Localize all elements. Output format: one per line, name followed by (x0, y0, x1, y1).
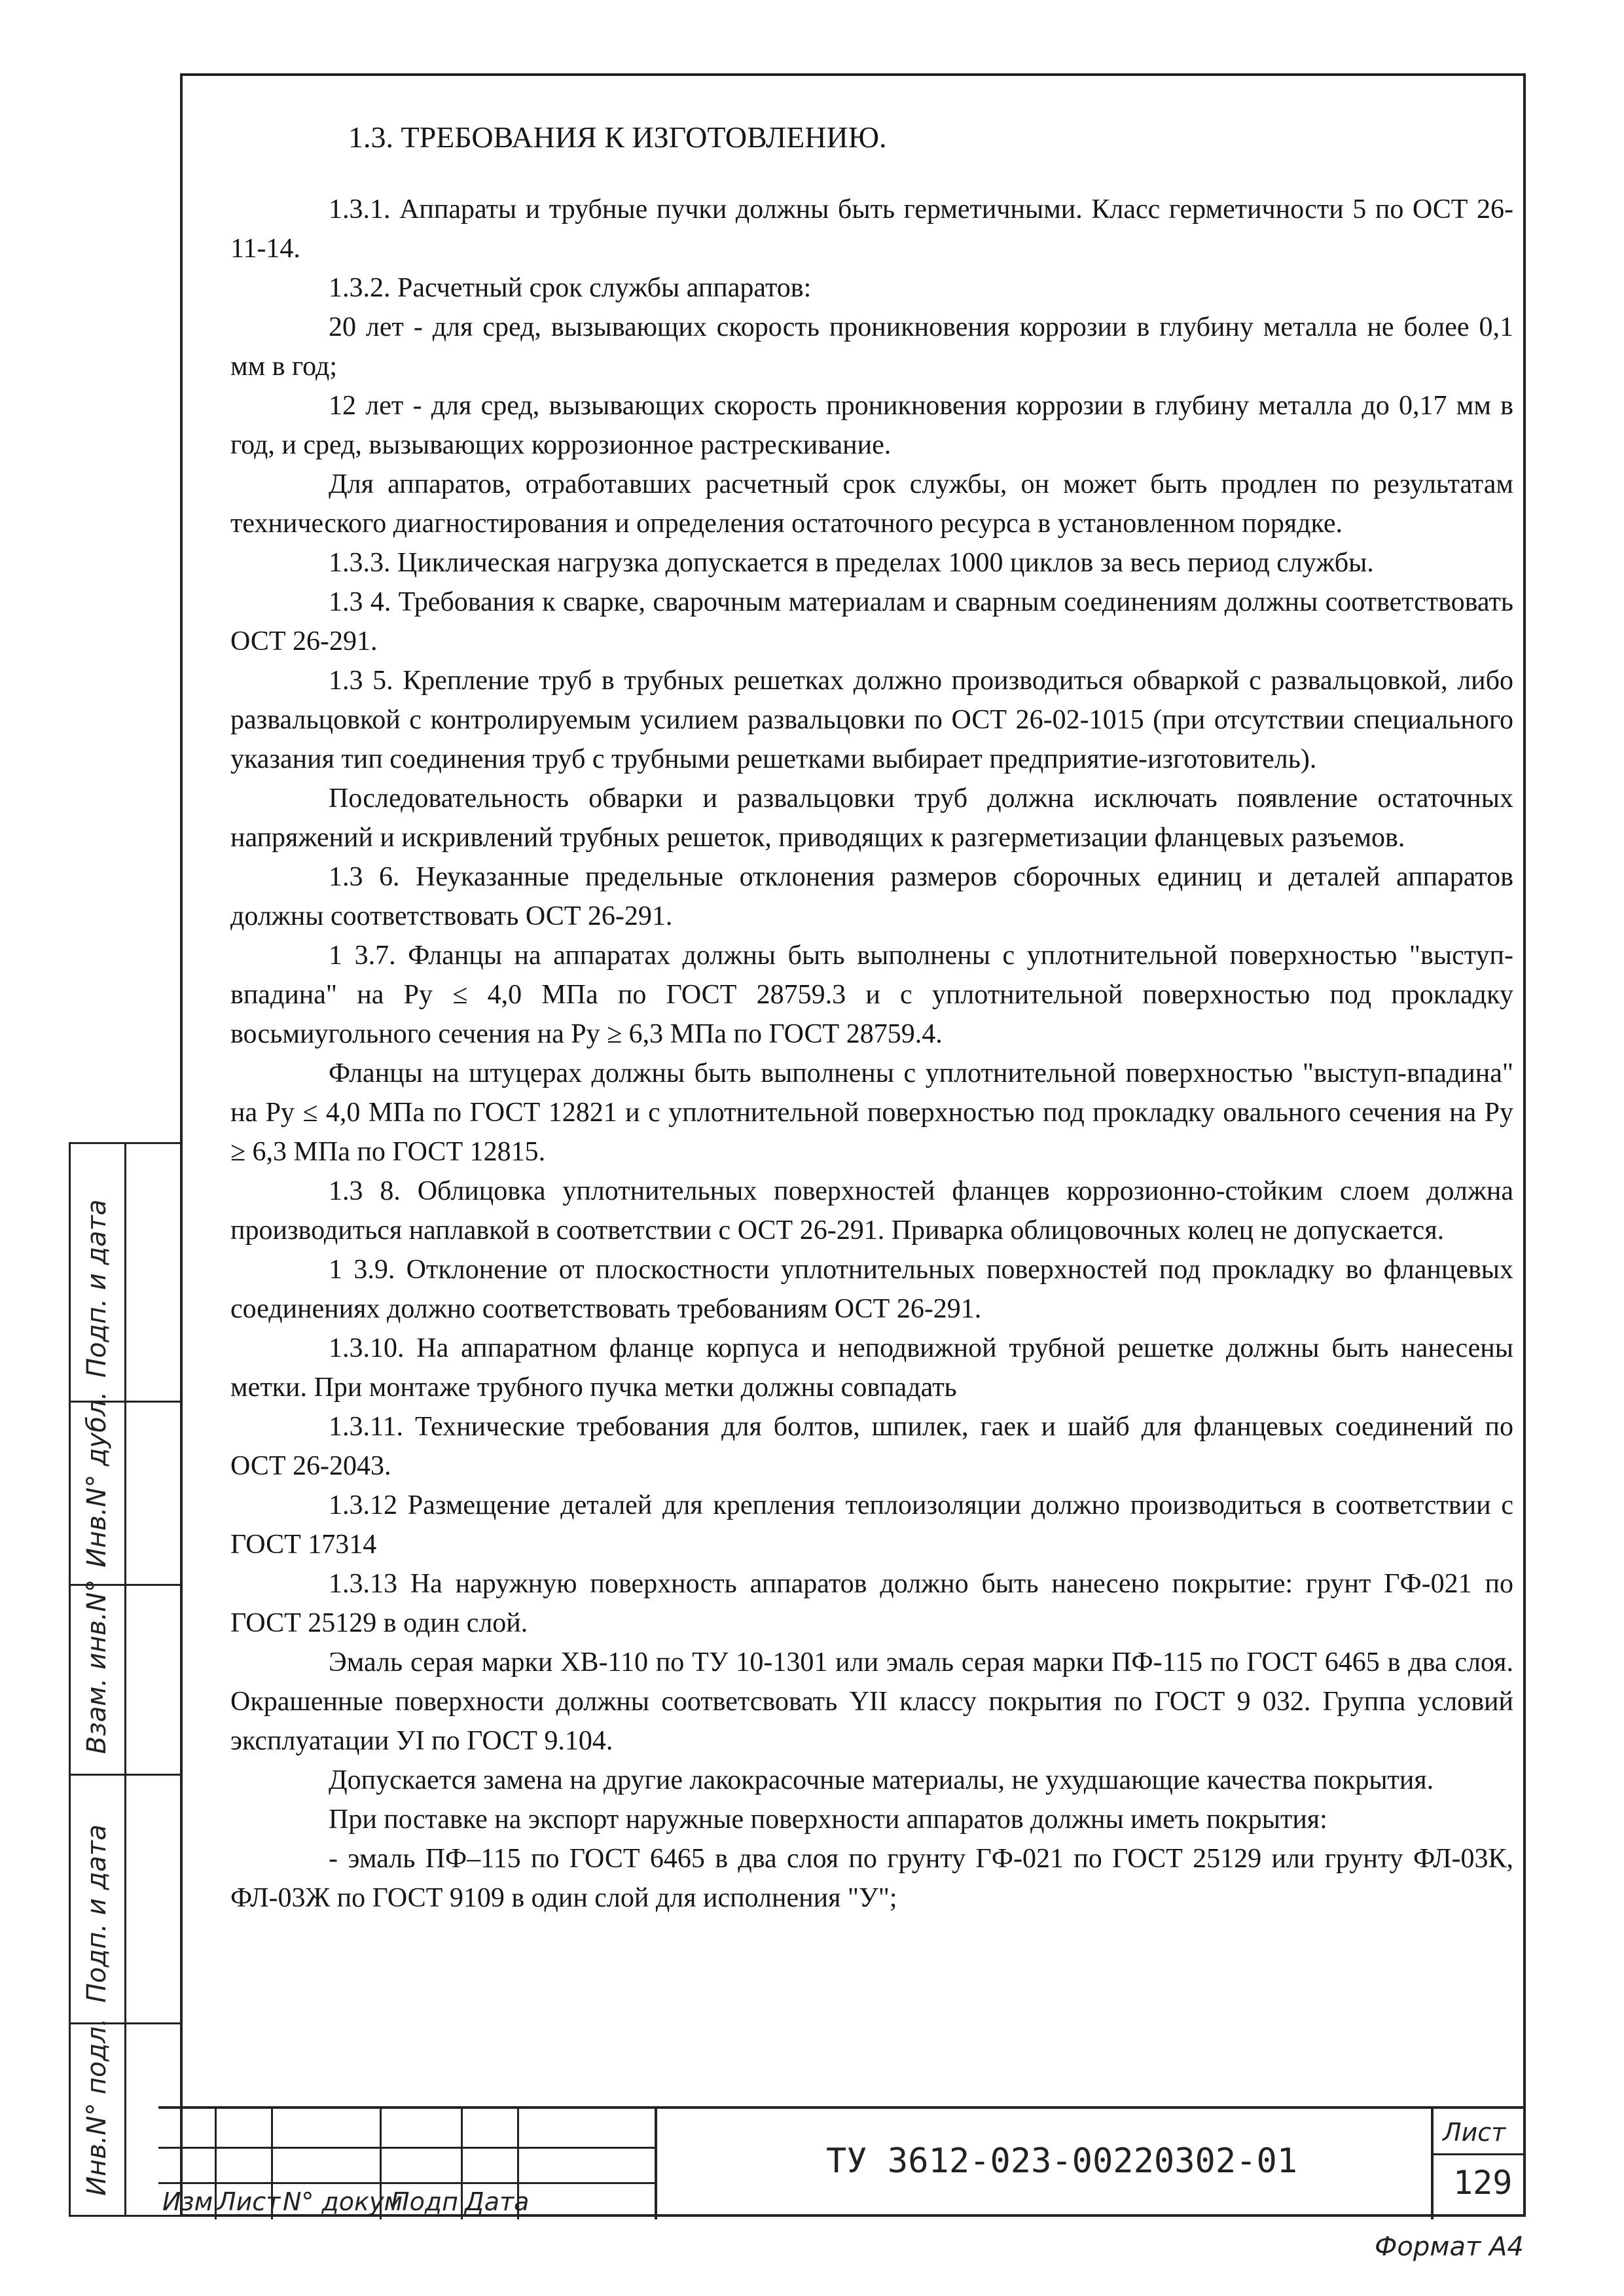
paragraph: 1.3.2. Расчетный срок службы аппаратов: (329, 273, 812, 303)
paragraph: 1.3.13 На наружную поверхность аппаратов должно быть нанесено покрытие: грунт ГФ-021 по ГОСТ 25129 в один слой. (230, 1569, 1513, 1638)
paragraph: 1.3.12 Размещение деталей для крепления теплоизоляции должно производиться в соответствии с ГОСТ 17314 (230, 1490, 1513, 1560)
side-label-sign-date-2: Подп. и дата (82, 1824, 112, 2003)
title-block-line (215, 2109, 217, 2219)
paragraph: - эмаль ПФ–115 по ГОСТ 6465 в два слоя по грунту ГФ-021 по ГОСТ 25129 или грунту ФЛ-03К, ФЛ-03Ж по ГОСТ 9109 в один слой для исполнения "У"; (230, 1844, 1513, 1913)
paragraph: Допускается замена на другие лакокрасочные материалы, не ухудшающие качества покрытия. (329, 1765, 1434, 1795)
side-stamp-strip (69, 1142, 180, 2217)
paragraph: 1 3.9. Отклонение от плоскостности уплотнительных поверхностей под прокладку во фланцевых соединениях должно соответствовать требованиям ОСТ 26-291. (230, 1255, 1513, 1324)
paragraph: Последовательность обварки и развальцовки труб должна исключать появление остаточных напряжений и искривлений трубных решеток, приводящих к разгерметизации фланцевых разъемов. (230, 783, 1513, 853)
paragraph: 1.3 8. Облицовка уплотнительных поверхностей фланцев коррозионно-стойким слоем должна производиться наплавкой в соответствии с ОСТ 26-291. Приварка облицовочных колец не допускается. (230, 1176, 1513, 1246)
sheet-label: Лист (1443, 2118, 1506, 2147)
sheet-number: 129 (1453, 2164, 1513, 2202)
paragraph: При поставке на экспорт наружные поверхности аппаратов должны иметь покрытия: (329, 1804, 1327, 1835)
title-block (158, 2106, 1526, 2219)
side-strip-border (69, 1142, 71, 2217)
title-block-line (158, 2182, 655, 2184)
side-strip-divider (124, 1142, 126, 2217)
paragraph: 1.3 5. Крепление труб в трубных решетках должно производиться обваркой с развальцовкой, либо развальцовкой с контролируемым усилием развальцовки по ОСТ 26-02-1015 (при отсутствии специального указания тип соединения труб с трубными решетками выбирает предприятие-изготовитель). (230, 666, 1513, 774)
paragraph: 12 лет - для сред, вызывающих скорость проникновения коррозии в глубину металла до 0,17 мм в год, и сред, вызывающих коррозионное растрескивание. (230, 391, 1513, 460)
side-label-replace-inv-no: Взам. инв.N° (82, 1579, 112, 1754)
side-strip-row-line (69, 1774, 180, 1776)
title-block-line (1431, 2109, 1434, 2219)
document-body (230, 118, 1513, 1918)
side-label-orig-inv-no: Инв.N° подл. (82, 2018, 112, 2196)
paragraph: 1.3 6. Неуказанные предельные отклонения размеров сборочных единиц и деталей аппаратов должны соответствовать ОСТ 26-291. (230, 862, 1513, 931)
paragraph: 1.3.10. На аппаратном фланце корпуса и неподвижной трубной решетке должны быть нанесены метки. При монтаже трубного пучка метки должны совпадать (230, 1333, 1513, 1403)
document-number: ТУ 3612-023-00220302-01 (826, 2142, 1298, 2181)
format-label: Формат А4 (1375, 2232, 1524, 2262)
paragraph: 1.3.3. Циклическая нагрузка допускается в пределах 1000 циклов за весь период службы. (329, 548, 1374, 578)
title-block-line (158, 2147, 655, 2149)
section-heading: 1.3. ТРЕБОВАНИЯ К ИЗГОТОВЛЕНИЮ. (348, 120, 887, 154)
column-label-signature: Подп (391, 2187, 458, 2216)
title-block-line (1431, 2153, 1526, 2155)
column-label-sheet: Лист (217, 2187, 281, 2216)
side-strip-row-line (69, 1142, 180, 1144)
paragraph: 1.3.1. Аппараты и трубные пучки должны быть герметичными. Класс герметичности 5 по ОСТ 26-11-14. (230, 194, 1513, 264)
paragraph: Для аппаратов, отработавших расчетный срок службы, он может быть продлен по результатам технического диагностирования и определения остаточного ресурса в установленном порядке. (230, 469, 1513, 539)
paragraph: Эмаль серая марки ХВ-110 по ТУ 10-1301 или эмаль серая марки ПФ-115 по ГОСТ 6465 в два слоя. Окрашенные поверхности должны соответсвовать YII классу покрытия по ГОСТ 9 032. Группа условий эксплуатации УI по ГОСТ 9.104. (230, 1647, 1513, 1756)
paragraph: Фланцы на штуцерах должны быть выполнены с уплотнительной поверхностью "выступ-впадина" на Ру ≤ 4,0 МПа по ГОСТ 12821 и с уплотнительной поверхностью под прокладку овального сечения на Ру ≥ 6,3 МПа по ГОСТ 12815. (230, 1058, 1513, 1167)
column-label-date: Дата (465, 2187, 530, 2216)
column-label-doc-no: N° докум (283, 2187, 403, 2216)
title-block-line (655, 2109, 657, 2219)
paragraph: 1.3 4. Требования к сварке, сварочным материалам и сварным соединениям должны соответствовать ОСТ 26-291. (230, 587, 1513, 656)
paragraph: 20 лет - для сред, вызывающих скорость проникновения коррозии в глубину металла не более 0,1 мм в год; (230, 312, 1513, 382)
side-label-sign-date-1: Подп. и дата (82, 1199, 112, 1378)
title-block-line (461, 2109, 463, 2219)
column-label-change: Изм (162, 2187, 213, 2216)
side-label-dup-inv-no: Инв.N° дубл. (82, 1391, 112, 1568)
paragraph: 1.3.11. Технические требования для болтов, шпилек, гаек и шайб для фланцевых соединений по ОСТ 26-2043. (230, 1412, 1513, 1481)
paragraph: 1 3.7. Фланцы на аппаратах должны быть выполнены с уплотнительной поверхностью "выступ-впадина" на Ру ≤ 4,0 МПа по ГОСТ 28759.3 и с уплотнительной поверхностью под прокладку восьмиугольного сечения на Ру ≥ 6,3 МПа по ГОСТ 28759.4. (230, 941, 1513, 1049)
